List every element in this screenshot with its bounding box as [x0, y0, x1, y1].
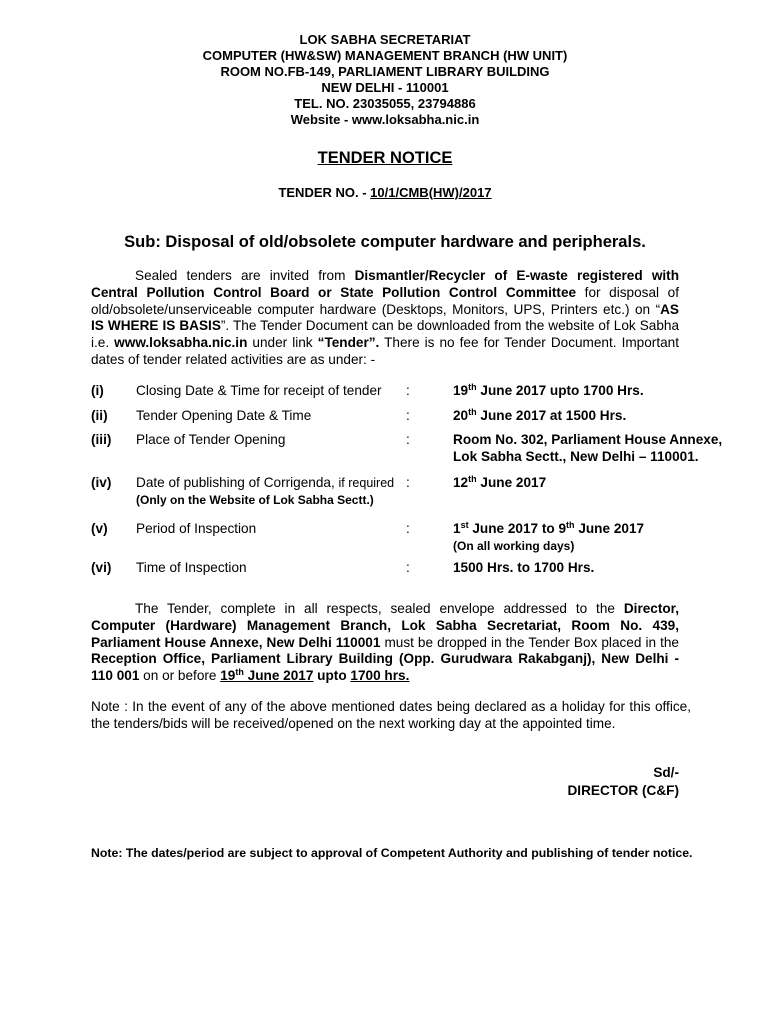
submission-text-3: on or before [139, 668, 221, 684]
branch-name: COMPUTER (HW&SW) MANAGEMENT BRANCH (HW UNIT) [202, 48, 568, 63]
row-label: Date of publishing of Corrigenda, if required (Only on the Website of Lok Sabha Sectt.) [136, 475, 395, 507]
telephone: TEL. NO. 23035055, 23794886 [294, 96, 476, 111]
submission-text-2: must be dropped in the Tender Box placed in the [380, 634, 679, 650]
row-colon: : [406, 560, 410, 575]
intro-tender-link[interactable]: “Tender”. [317, 335, 380, 351]
row-label: Period of Inspection [136, 521, 257, 536]
intro-text-5: There is no fee for Tender Document. Important dates of tender related activities are as under: - [91, 335, 679, 367]
row-value: 1st June 2017 to 9th June 2017 (On all working days) [453, 520, 645, 553]
submission-date: 19th June 2017 [220, 667, 314, 684]
org-name: LOK SABHA SECRETARIAT [299, 32, 471, 47]
tender-number-value: 10/1/CMB(HW)/2017 [370, 185, 492, 200]
intro-text-4: under link [252, 335, 318, 351]
row-number: (iv) [91, 475, 112, 490]
notice-title: TENDER NOTICE [317, 149, 453, 167]
submission-time: 1700 hrs. [350, 668, 410, 684]
intro-bold-basis: AS IS WHERE IS BASIS [91, 301, 679, 334]
submission-text-1: The Tender, complete in all respects, sealed envelope addressed to the [135, 601, 624, 616]
intro-bold-eligibility: Dismantler/Recycler of E-waste registered with Central Pollution Control Board or State Pollution Control Committee [91, 268, 680, 300]
row-label: Place of Tender Opening [136, 432, 286, 447]
footer-note: Note: The dates/period are subject to approval of Competent Authority and publishing of tender notice. [91, 846, 693, 860]
row-label: Time of Inspection [136, 560, 247, 575]
row-number: (iii) [91, 432, 112, 447]
intro-website-link[interactable]: www.loksabha.nic.in [114, 335, 248, 351]
submission-location: Reception Office, Parliament Library Building (Opp. Gurudwara Rakabganj), New Delhi - 110 001 [91, 651, 679, 684]
row-colon: : [406, 521, 410, 536]
row-label: Tender Opening Date & Time [136, 408, 312, 423]
signature-sd: Sd/- [653, 765, 679, 780]
intro-paragraph [91, 268, 679, 369]
submission-paragraph [91, 601, 679, 685]
row-value: 20th June 2017 at 1500 Hrs. [453, 407, 627, 423]
row-colon: : [406, 475, 410, 490]
letterhead [0, 32, 770, 128]
row-colon: : [406, 432, 410, 447]
website: Website - www.loksabha.nic.in [290, 112, 480, 127]
subject-line: Sub: Disposal of old/obsolete computer hardware and peripherals. [124, 233, 646, 251]
signatory-designation: DIRECTOR (C&F) [567, 783, 679, 798]
row-number: (v) [91, 521, 108, 536]
row-colon: : [406, 383, 410, 398]
row-number: (ii) [91, 408, 108, 423]
row-colon: : [406, 408, 410, 423]
tender-number [0, 185, 770, 200]
room-address: ROOM NO.FB-149, PARLIAMENT LIBRARY BUILDING [220, 64, 550, 79]
row-value: Room No. 302, Parliament House Annexe, Lok Sabha Sectt., New Delhi – 110001. [453, 432, 723, 464]
city-pin: NEW DELHI - 110001 [321, 80, 449, 95]
row-value: 1500 Hrs. to 1700 Hrs. [453, 560, 595, 575]
submission-address: Director, Computer (Hardware) Management Branch, Lok Sabha Secretariat, Room No. 439, Parliament House Annexe, New Delhi 110001 [91, 601, 679, 650]
intro-text-1: Sealed tenders are invited from [135, 268, 355, 283]
tender-number-label: TENDER NO. - [278, 185, 371, 200]
submission-text-4: upto [313, 668, 351, 684]
signature-block [567, 764, 679, 800]
row-number: (i) [91, 383, 104, 398]
intro-text-3: ”. The Tender Document can be downloaded from the website of Lok Sabha i.e. [91, 318, 680, 351]
row-value: 19th June 2017 upto 1700 Hrs. [453, 382, 644, 398]
intro-text-2: for disposal of old/obsolete/unserviceable computer hardware (Desktops, Monitors, UPS, Printers etc.) on “ [91, 284, 679, 317]
row-value: 12th June 2017 [453, 474, 547, 490]
row-label: Closing Date & Time for receipt of tender [136, 383, 382, 398]
row-number: (vi) [91, 560, 112, 575]
holiday-note: Note : In the event of any of the above mentioned dates being declared as a holiday for this office, the tenders/bids will be received/opened on the next working day at the appointed time. [91, 699, 691, 731]
